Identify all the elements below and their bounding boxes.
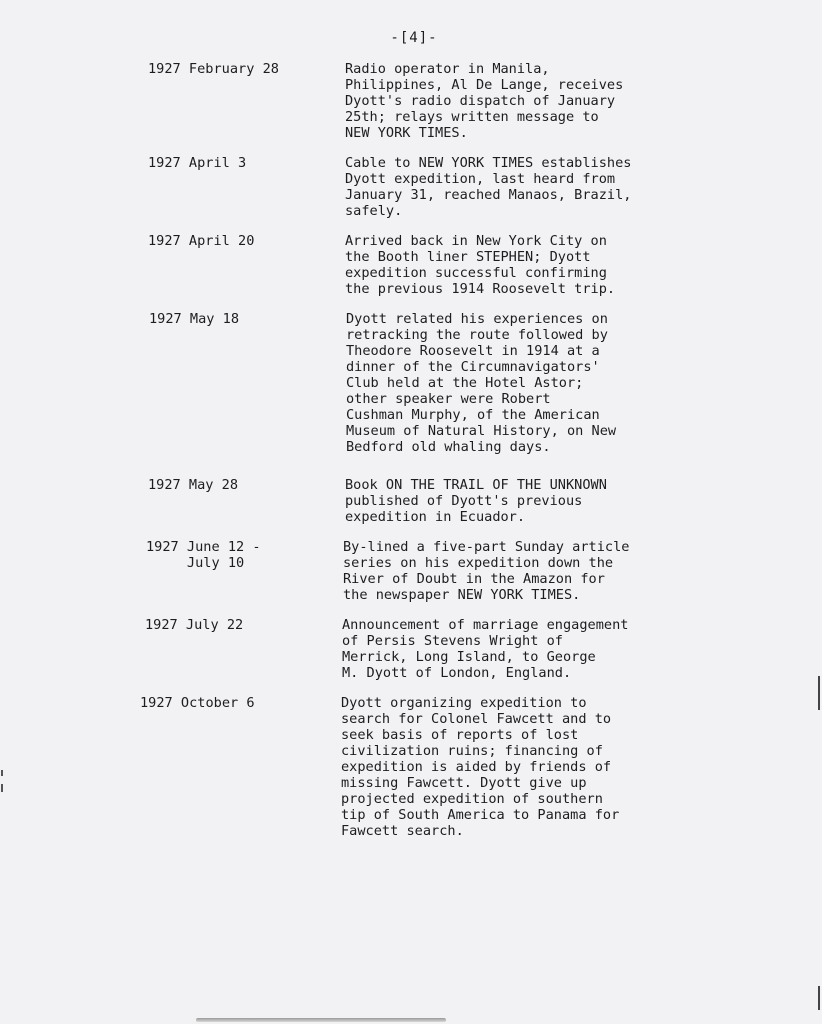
scan-edge-mark (818, 676, 820, 710)
entry-text: Arrived back in New York City on the Booth liner STEPHEN; Dyott expedition successful confirming the previous 1914 Roosevelt trip. (345, 233, 616, 297)
entry-text: Book ON THE TRAIL OF THE UNKNOWN published of Dyott's previous expedition in Ecuador. (345, 477, 607, 525)
chronology-entry (144, 61, 704, 141)
scan-margin-mark (1, 770, 3, 776)
scan-bottom-smudge (196, 1018, 446, 1022)
page-number: -[4]- (390, 30, 438, 46)
chronology-entry (144, 311, 704, 455)
entry-text: By-lined a five-part Sunday article series on his expedition down the River of Doubt in the Amazon for the newspaper NEW YORK TIMES. (343, 539, 630, 603)
entry-date: 1927 May 18 (149, 311, 240, 327)
entry-date: 1927 April 3 (148, 155, 247, 171)
chronology-list (140, 61, 704, 839)
entry-text: Announcement of marriage engagement of Persis Stevens Wright of Merrick, Long Island, to George M. Dyott of London, England. (342, 617, 629, 681)
entry-text: Dyott related his experiences on retracking the route followed by Theodore Roosevelt in 1914 at a dinner of the Circumnavigators' Club held at the Hotel Astor; other speaker were Robert Cushman Murphy, of the American Museum of Natural History, on New Bedford old whaling days. (346, 311, 617, 455)
chronology-entry (144, 233, 704, 297)
entry-text: Dyott organizing expedition to search for Colonel Fawcett and to seek basis of reports of lost civilization ruins; financing of expedition is aided by friends of missing Fawcett. Dyott give up projected expedition of southern tip of South America to Panama for Fawcett search. (341, 695, 620, 839)
entry-date: 1927 June 12 - July 10 (146, 539, 261, 571)
entry-date: 1927 October 6 (140, 695, 255, 711)
entry-text: Radio operator in Manila, Philippines, Al De Lange, receives Dyott's radio dispatch of January 25th; relays written message to NEW YORK TIMES. (345, 61, 624, 141)
entry-date: 1927 April 20 (148, 233, 255, 249)
chronology-entry (140, 695, 704, 839)
chronology-entry (144, 477, 704, 525)
entry-date: 1927 July 22 (145, 617, 244, 633)
entry-date: 1927 May 28 (148, 477, 239, 493)
entry-date: 1927 February 28 (148, 61, 279, 77)
scan-margin-mark (1, 784, 3, 792)
chronology-entry (144, 617, 704, 681)
scan-edge-mark (818, 986, 820, 1010)
chronology-entry (144, 155, 704, 219)
chronology-entry (144, 539, 704, 603)
entry-text: Cable to NEW YORK TIMES establishes Dyott expedition, last heard from January 31, reached Manaos, Brazil, safely. (345, 155, 632, 219)
